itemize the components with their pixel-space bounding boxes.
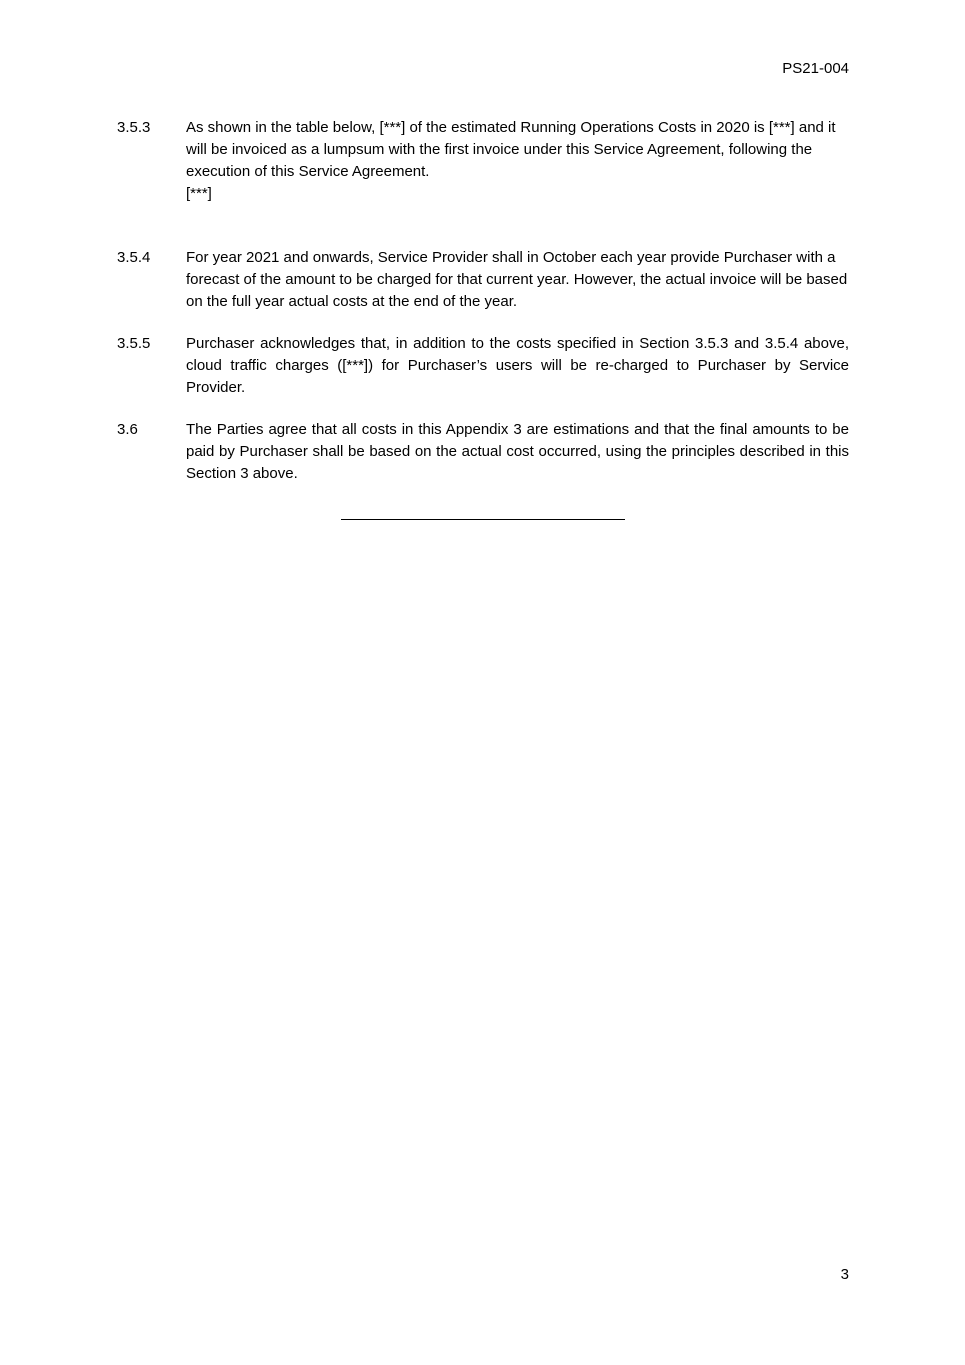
clause-list <box>117 117 849 505</box>
clause-3-6 <box>117 419 849 485</box>
redacted-placeholder: [***] <box>186 185 212 202</box>
clause-3-5-4 <box>117 247 849 313</box>
clause-text: As shown in the table below, [***] of the estimated Running Operations Costs in 2020 is [***] and it will be invoiced as a lumpsum with the first invoice under this Service Agreement, following the execution of this Service Agreement. <box>186 119 836 180</box>
page-number: 3 <box>840 1266 849 1283</box>
clause-text: Purchaser acknowledges that, in addition to the costs specified in Section 3.5.3 and 3.5.4 above, cloud traffic charges ([***]) for Purchaser’s users will be re-charged to Purchaser by Service Provider. <box>186 335 849 396</box>
clause-text: The Parties agree that all costs in this Appendix 3 are estimations and that the final amounts to be paid by Purchaser shall be based on the actual cost occurred, using the principles described in this Section 3 above. <box>186 421 849 482</box>
clause-3-5-3 <box>117 117 849 205</box>
document-reference: PS21-004 <box>782 60 849 77</box>
clause-3-5-5 <box>117 333 849 399</box>
clause-number: 3.6 <box>117 421 138 438</box>
clause-number: 3.5.4 <box>117 249 151 266</box>
end-of-section-rule <box>341 519 625 520</box>
clause-body <box>186 117 849 205</box>
clause-number: 3.5.5 <box>117 335 151 352</box>
clause-text: For year 2021 and onwards, Service Provider shall in October each year provide Purchaser with a forecast of the amount to be charged for that current year. However, the actual invoice will be based on the full year actual costs at the end of the year. <box>186 249 848 310</box>
clause-number: 3.5.3 <box>117 119 151 136</box>
